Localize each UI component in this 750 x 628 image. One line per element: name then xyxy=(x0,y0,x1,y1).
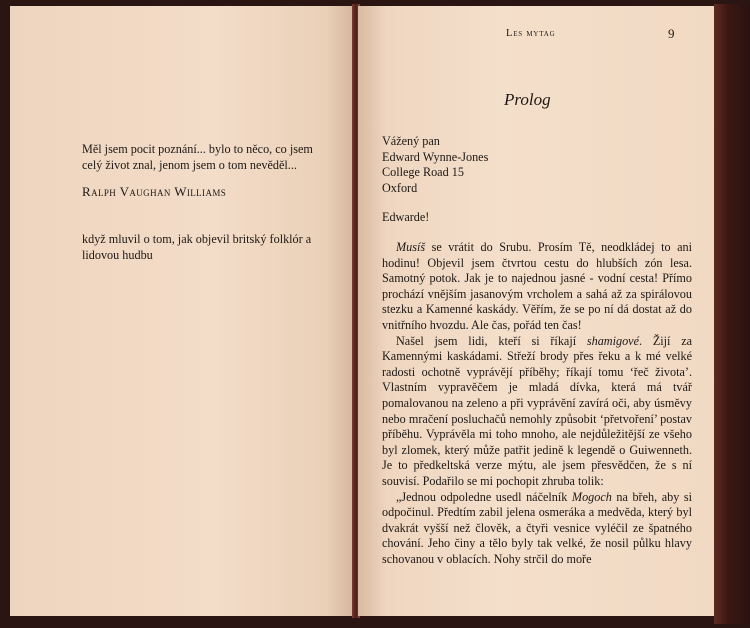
paragraph-text: se vrátit do Srubu. Prosím Tě, neodkládej to ani hodinu! Objevil jsem čtvrtou cestu do hlubších zón lesa. Samotný potok. Jak je to najednou jasné - vodní cesta! Přímo prochází vnějším jasanovým vrcholem a sahá až za spirálovou stezku a Kamenné kaskády. Věřím, že se po ní dá dostat až do vnitřního hvozdu. Ale čas, pořád ten čas! xyxy=(382,240,692,332)
paragraph xyxy=(382,334,692,490)
running-head: Les mytag xyxy=(506,28,556,39)
emphasis: Mogoch xyxy=(571,489,612,504)
epigraph-note: když mluvil o tom, jak objevil britský folklór a lidovou hudbu xyxy=(82,232,312,262)
paragraph xyxy=(382,490,692,568)
letter-address xyxy=(382,134,682,196)
paragraph-text: „Jednou odpoledne usedl náčelník xyxy=(396,489,572,504)
left-page xyxy=(10,6,354,616)
book-edge xyxy=(714,4,750,624)
emphasis: shamigové xyxy=(586,333,639,348)
address-line: Edward Wynne-Jones xyxy=(382,149,489,164)
page-number: 9 xyxy=(668,26,675,41)
address-line: Oxford xyxy=(382,180,418,195)
right-page xyxy=(358,6,714,616)
chapter-title: Prolog xyxy=(504,90,551,109)
address-line: Vážený pan xyxy=(382,134,440,148)
address-line: College Road 15 xyxy=(382,165,464,180)
paragraph xyxy=(382,240,692,334)
emphasis: Musíš xyxy=(396,240,426,254)
paragraph-text: Našel jsem lidi, kteří si říkají xyxy=(396,333,587,348)
letter-salutation: Edwarde! xyxy=(382,210,430,224)
epigraph-quote: Měl jsem pocit poznání... bylo to něco, co jsem celý život znal, jenom jsem o tom nevěděl... xyxy=(82,142,313,172)
paragraph-text: . Žijí za Kamennými kaskádami. Střeží brody přes řeku a k mé velké radosti ochotně vyprávějí příběhy; říkají tomu ‘řeč života’. Vlastním vypravěčem je mladá dívka, která má tvář pomalovanou na zeleno a při vyprávění zavírá oči, aby úsměvy nebo mračení posluchačů nemohly způsobit ‘přetvoření’ postav příběhu. Vyprávěla mi toho mnoho, ale nejdůležitější ze všeho byl zlomek, který může patřit jedině k legendě o Guiwenneth. Je to předkeltská verze mýtu, ale jsem přesvědčen, že s ní souvisí. Podařilo se mi pochopit zhruba tolik: xyxy=(382,333,693,488)
epigraph-attribution: Ralph Vaughan Williams xyxy=(82,184,227,199)
letter-body xyxy=(382,240,692,567)
paragraph-text: na břeh, aby si odpočinul. Předtím zabil jelena osmeráka a medvěda, který byl dvakrát vyšší než člověk, a čtyři vesnice vyléčil ze špatného chování. Jeho činy a tělo byly tak velké, že nosil půlku hlavy schovanou v oblacích. Nohy strčil do moře xyxy=(382,489,692,566)
